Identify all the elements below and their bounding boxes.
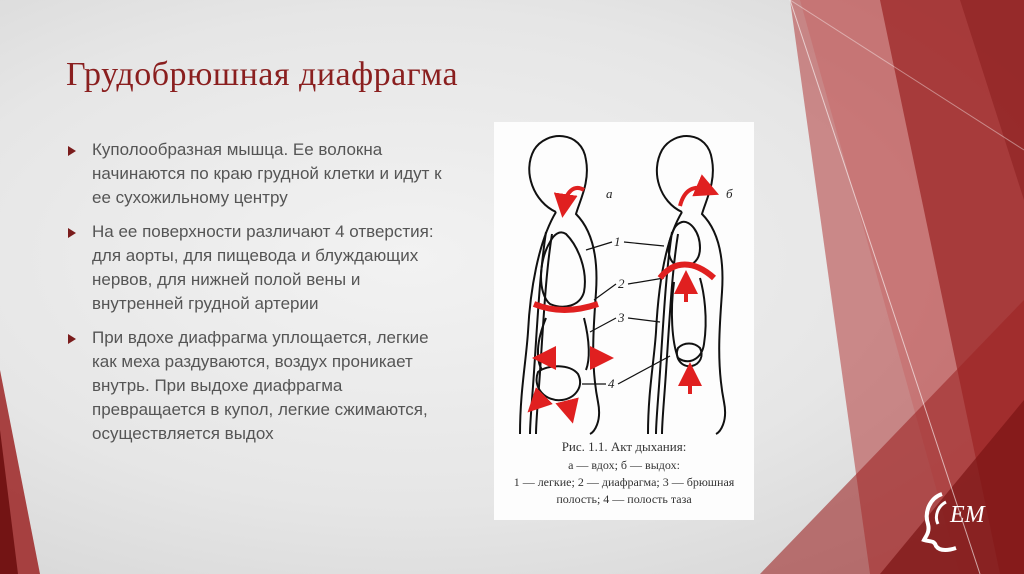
label-4: 4: [608, 376, 615, 391]
bullet-item: [66, 326, 446, 446]
profile-logo-icon: [920, 488, 990, 554]
label-2: 2: [618, 276, 625, 291]
bullet-text: При вдохе диафрагма уплощается, легкие как меха раздуваются, воздух проникает внутрь. При выдохе диафрагма превращается в купол, легкие сжимаются, осуществляется выдох: [92, 328, 429, 443]
label-a: а: [606, 186, 613, 201]
label-1: 1: [614, 234, 621, 249]
leader-line-1: [586, 242, 612, 250]
triangle-bullet-icon: [68, 334, 76, 344]
caption-line: 1 — легкие; 2 — диафрагма; 3 — брюшная: [513, 475, 735, 489]
leader-line-2b: [628, 278, 664, 284]
bullet-text: Куполообразная мышца. Ее волокна начинаются по краю грудной клетки и идут к ее сухожильному центру: [92, 140, 442, 207]
slide-title: Грудобрюшная диафрагма: [66, 56, 459, 93]
bullet-text: На ее поверхности различают 4 отверстия: для аорты, для пищевода и блуждающих нервов, для нижней полой вены и внутренней грудной артерии: [92, 222, 434, 313]
arrow-pelvis-right-a: [568, 404, 570, 412]
leader-line-3b: [628, 318, 660, 322]
pelvis-b: [677, 344, 702, 367]
bullet-item: [66, 138, 446, 210]
abdomen-a: [538, 318, 589, 370]
logo-text: ЕМ: [950, 502, 985, 528]
leader-line-1b: [624, 242, 664, 246]
label-3: 3: [618, 310, 625, 325]
diaphragm-b: [660, 265, 714, 279]
lungs-b: [669, 222, 700, 267]
figure-caption: [494, 438, 754, 508]
leader-line-4b: [618, 356, 670, 384]
label-b: б: [726, 186, 733, 201]
caption-title: Рис. 1.1. Акт дыхания:: [561, 439, 687, 454]
bullet-item: [66, 220, 446, 316]
triangle-bullet-icon: [68, 146, 76, 156]
pelvis-a: [537, 366, 580, 400]
diaphragm-a: [534, 304, 598, 310]
caption-line: а — вдох; б — выдох:: [568, 458, 680, 472]
arrow-exhale: [680, 188, 708, 206]
bullet-list: [66, 138, 446, 456]
breathing-figure: [494, 122, 754, 520]
triangle-bullet-icon: [68, 228, 76, 238]
caption-line: полость; 4 — полость таза: [556, 492, 692, 506]
